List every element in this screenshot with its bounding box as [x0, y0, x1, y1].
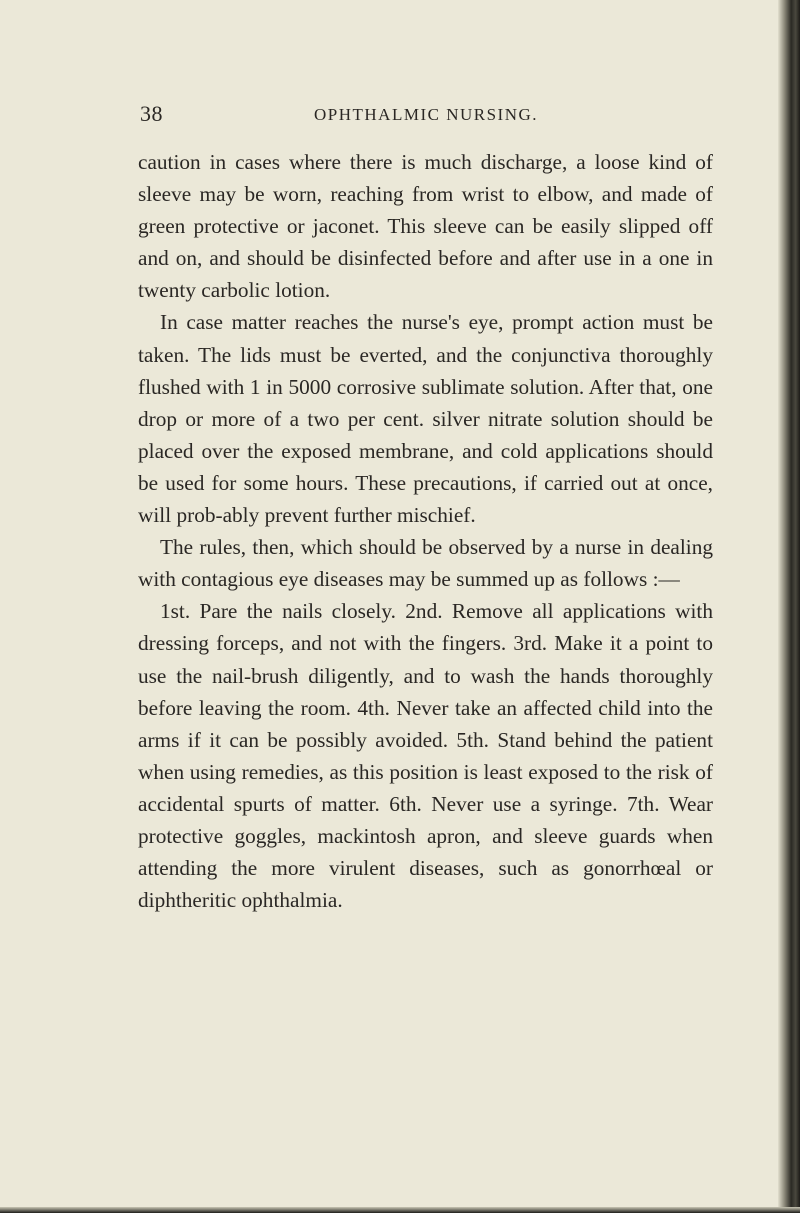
page-number: 38 [140, 101, 163, 126]
body-text [138, 146, 713, 916]
paragraph-continued: caution in cases where there is much discharge, a loose kind of sleeve may be worn, reaching from wrist to elbow, and made of green protective or jaconet. This sleeve can be easily slipped off and on, and should be disinfected before and after use in a one in twenty carbolic lotion. [138, 150, 713, 303]
paragraph-matter-in-eye: In case matter reaches the nurse's eye, prompt action must be taken. The lids must be everted, and the conjunctiva thoroughly flushed with 1 in 5000 corrosive sublimate solution. After that, one drop or more of a two per cent. silver nitrate solution should be placed over the exposed membrane, and cold applications should be used for some hours. These precautions, if carried out at once, will prob-ably prevent further mischief. [138, 310, 713, 528]
running-title: OPHTHALMIC NURSING. [314, 105, 539, 124]
running-head [140, 101, 740, 131]
paragraph-rules-intro: The rules, then, which should be observed by a nurse in dealing with contagious eye diseases may be summed up as follows :— [138, 535, 713, 592]
paragraph-rules-list: 1st. Pare the nails closely. 2nd. Remove all applications with dressing forceps, and not with the fingers. 3rd. Make it a point to use the nail-brush diligently, and to wash the hands thoroughly before leaving the room. 4th. Never take an affected child into the arms if it can be possibly avoided. 5th. Stand behind the patient when using remedies, as this position is least exposed to the risk of accidental spurts of matter. 6th. Never use a syringe. 7th. Wear protective goggles, mackintosh apron, and sleeve guards when attending the more virulent diseases, such as gonorrhœal or diphtheritic ophthalmia. [138, 599, 713, 913]
page-bottom-edge [0, 1207, 800, 1213]
binding-gutter [778, 0, 800, 1213]
